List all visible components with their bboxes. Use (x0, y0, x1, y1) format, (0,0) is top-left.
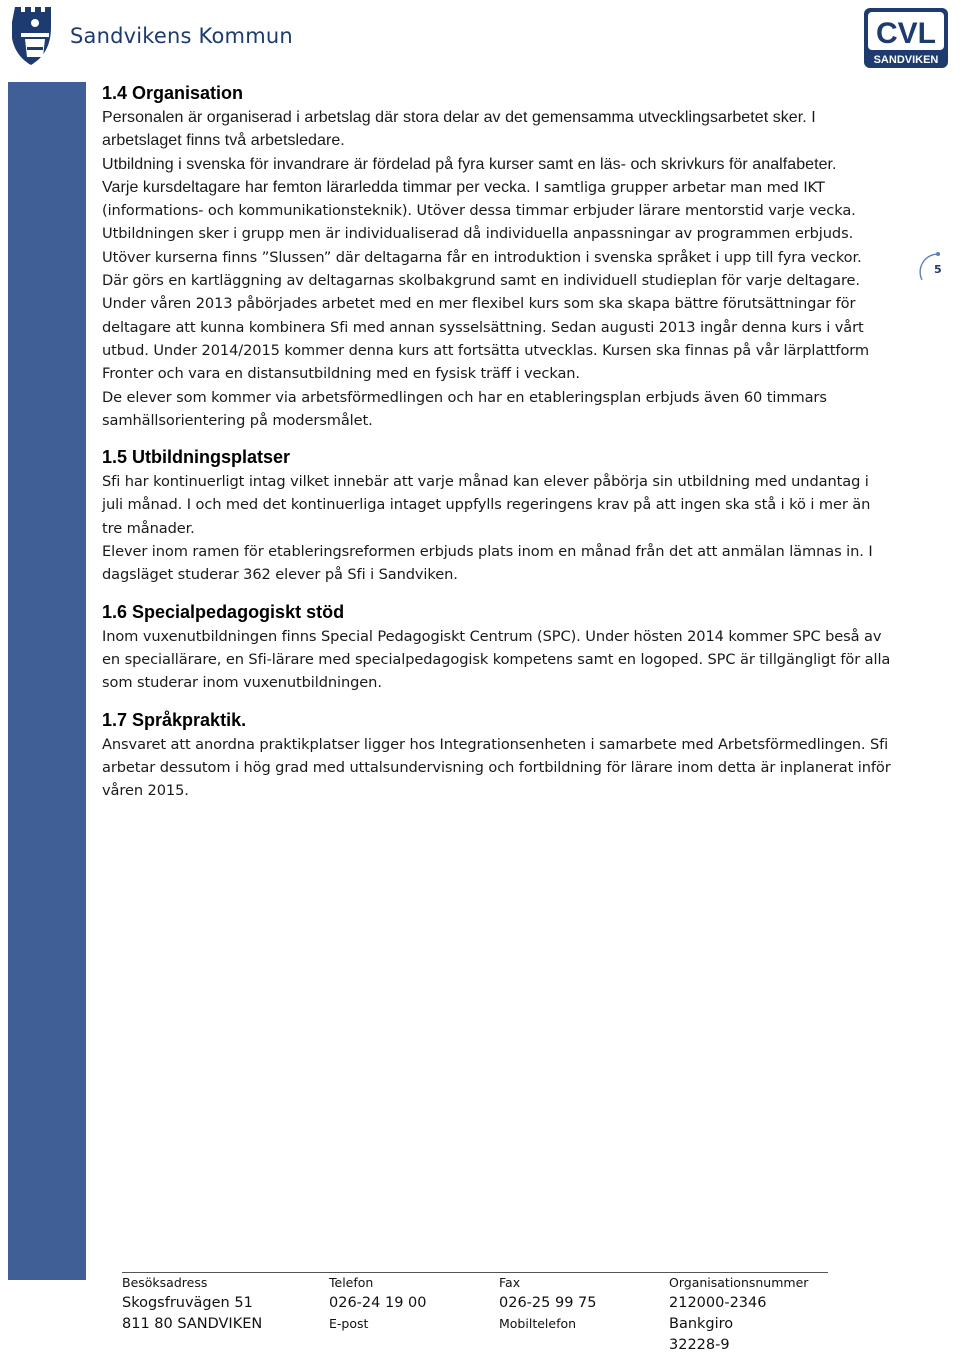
left-margin-bar (8, 82, 86, 1280)
fax-label: Fax (499, 1275, 521, 1290)
paragraph: Under våren 2013 påbörjades arbetet med en mer flexibel kurs som ska skapa bättre förutsättningar för deltagare att kunna kombinera Sfi med annan sysselsättning. Sedan augusti 2013 ingår denna kurs i vårt utbud. Under 2014/2015 kommer denna kurs att fortsätta utvecklas. Kursen ska finnas på vår lärplattform Fronter och vara en distansutbildning med en fysisk träff i veckan. (102, 295, 870, 383)
page-number-badge (918, 250, 958, 286)
mobile-label: Mobiltelefon (499, 1316, 577, 1331)
bankgiro-value: 32228-9 (669, 1337, 730, 1353)
municipality-name: Sandvikens Kommun (70, 24, 293, 48)
footer-fax-column (499, 1272, 596, 1334)
visit-city: 811 80 SANDVIKEN (122, 1316, 263, 1332)
paragraph: De elever som kommer via arbetsförmedlingen och har en etableringsplan erbjuds även 60 timmars samhällsorientering på modersmålet. (102, 388, 827, 429)
fax-value: 026-25 99 75 (499, 1295, 597, 1311)
text-span: Varje kursdeltagare har femton lärarledda timmar per vecka. (102, 178, 531, 196)
paragraph: Utöver kurserna finns ”Slussen” där deltagarna får en introduktion i svenska språket i upp till fyra veckor. Där görs en kartläggning av deltagarnas skolbakgrund samt en individuell studieplan för varje deltagare. (102, 248, 862, 290)
text-span: I samtliga grupper arbetar man med IKT (informations- och kommunikationsteknik). (102, 178, 825, 220)
section-heading-1-7: 1.7 Språkpraktik. (102, 709, 247, 730)
visit-street: Skogsfruvägen 51 (122, 1295, 253, 1311)
document-body (102, 80, 892, 802)
paragraph (102, 176, 892, 246)
section-heading-1-6: 1.6 Specialpedagogiskt stöd (102, 601, 345, 622)
page-number: 5 (934, 263, 942, 276)
paragraph: Sfi har kontinuerligt intag vilket innebär att varje månad kan elever påbörja sin utbildning med undantag i juli månad. I och med det kontinuerliga intaget uppfylls regeringens krav på att ingen ska stå i kö i mer än tre månader. (102, 473, 871, 537)
municipality-crest-icon (12, 5, 58, 67)
footer-phone-column (329, 1272, 426, 1334)
paragraph: Utbildning i svenska för invandrare är fördelad på fyra kurser samt en läs- och skrivkurs för analfabeter. (102, 155, 837, 173)
section-heading-1-5: 1.5 Utbildningsplatser (102, 447, 291, 468)
text-span: Utbildningen sker i grupp men är individualiserad då individuella anpassningar av programmen erbjuds. (102, 225, 854, 243)
paragraph: Inom vuxenutbildningen finns Special Pedagogiskt Centrum (SPC). Under hösten 2014 kommer SPC beså av en speciallärare, en Sfi-lärare med specialpedagogisk kompetens samt en logoped. SPC är tillgängligt för alla som studerar inom vuxenutbildningen. (102, 627, 891, 692)
org-number-label: Organisationsnummer (669, 1275, 809, 1290)
municipality-logo (12, 4, 293, 68)
bankgiro-label: Bankgiro (669, 1316, 734, 1332)
phone-value: 026-24 19 00 (329, 1295, 427, 1311)
org-number-value: 212000-2346 (669, 1295, 767, 1311)
email-label: E-post (329, 1316, 369, 1331)
footer-visit-column (122, 1272, 262, 1335)
paragraph: Elever inom ramen för etableringsreformen erbjuds plats inom en månad från det att anmälan lämnas in. I dagsläget studerar 362 elever på Sfi i Sandviken. (102, 543, 873, 584)
cvl-logo-sub: SANDVIKEN (873, 54, 939, 66)
cvl-logo-text: CVL (876, 17, 936, 50)
phone-label: Telefon (329, 1275, 374, 1290)
cvl-sandviken-logo (864, 8, 948, 68)
paragraph: Ansvaret att anordna praktikplatser ligger hos Integrationsenheten i samarbete med Arbetsförmedlingen. Sfi arbetar dessutom i hög grad med uttalsundervisning och fortbildning för lärare inom detta är inplanerat inför våren 2015. (102, 735, 891, 800)
footer-org-column (669, 1272, 808, 1356)
section-heading-1-4: 1.4 Organisation (102, 83, 244, 103)
paragraph: Personalen är organiserad i arbetslag där stora delar av det gemensamma utvecklingsarbetet sker. I arbetslaget finns två arbetsledare. (102, 109, 816, 150)
visit-address-label: Besöksadress (122, 1275, 208, 1290)
text-span: Utöver dessa timmar erbjuder lärare mentorstid varje vecka. (411, 202, 856, 220)
